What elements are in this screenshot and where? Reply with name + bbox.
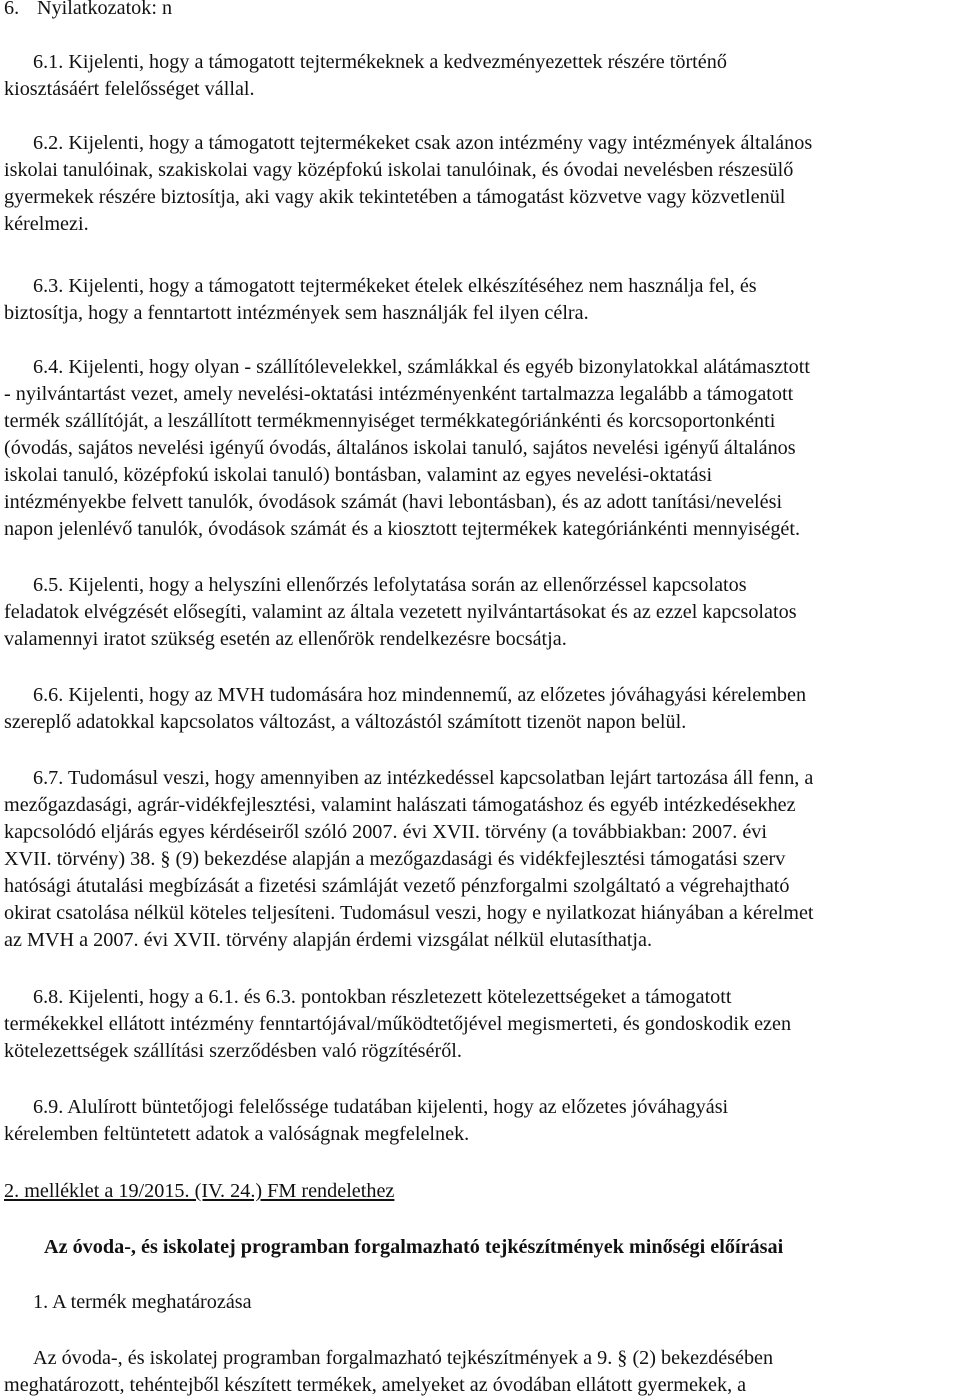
section1-heading: 1. A termék meghatározása [33,1291,252,1313]
annex-title: Az óvoda-, és iskolatej programban forgalmazható tejkészítmények minőségi előírásai [44,1236,784,1258]
p67-line-4: XVII. törvény) 38. § (9) bekezdése alapján a mezőgazdasági és vidékfejlesztési támogatási szerv [4,848,786,870]
p64-line-1: 6.4. Kijelenti, hogy olyan - szállítólevelekkel, számlákkal és egyéb bizonylatokkal alátámasztott [33,356,810,378]
p64-line-3: termék szállítóját, a leszállított termékmennyiséget termékkategóriánkénti és korcsoportonkénti [4,410,776,432]
p66-line-2: szereplő adatokkal kapcsolatos változást, a változástól számított tizenöt napon belül. [4,711,687,733]
p67-line-6: okirat csatolása nélkül köteles teljesíteni. Tudomásul veszi, hogy e nyilatkozat hiányában a kérelmet [4,902,814,924]
p63-line-1: 6.3. Kijelenti, hogy a támogatott tejtermékeket ételek elkészítéséhez nem használja fel, és [33,275,757,297]
p68-line-1: 6.8. Kijelenti, hogy a 6.1. és 6.3. pontokban részletezett kötelezettségeket a támogatott [33,986,732,1008]
section1-line-1: Az óvoda-, és iskolatej programban forgalmazható tejkészítmények a 9. § (2) bekezdésében [33,1347,774,1369]
p64-line-7: napon jelenlévő tanulók, óvodások számát és a kiosztott tejtermékek kategóriánkénti mennyiségét. [4,518,801,540]
p66-line-1: 6.6. Kijelenti, hogy az MVH tudomására hoz mindennemű, az előzetes jóváhagyási kérelemben [33,684,807,706]
p65-line-3: valamennyi iratot szükség esetén az ellenőrök rendelkezésre bocsátja. [4,628,567,650]
p67-line-7: az MVH a 2007. évi XVII. törvény alapján érdemi vizsgálat nélkül elutasíthatja. [4,929,653,951]
section-heading [4,0,173,20]
section-title: Nyilatkozatok: n [37,0,173,19]
p62-line-3: gyermekek részére biztosítja, aki vagy akik tekintetében a támogatást közvetve vagy közvetlenül [4,186,786,208]
p62-line-4: kérelmezi. [4,213,89,235]
p61-line-2: kiosztásáért felelősséget vállal. [4,78,255,100]
p64-line-4: (óvodás, sajátos nevelési igényű óvodás, általános iskolai tanuló, sajátos nevelési igényű általános [4,437,796,459]
p65-line-2: feladatok elvégzését elősegíti, valamint az általa vezetett nyilvántartásokat és az ezzel kapcsolatos [4,601,797,623]
p63-line-2: biztosítja, hogy a fenntartott intézmények sem használják fel ilyen célra. [4,302,589,324]
p68-line-2: termékekkel ellátott intézmény fenntartójával/működtetőjével megismerteti, és gondoskodik ezen [4,1013,792,1035]
p62-line-1: 6.2. Kijelenti, hogy a támogatott tejtermékeket csak azon intézmény vagy intézmények általános [33,132,813,154]
p64-line-5: iskolai tanuló, középfokú iskolai tanuló) bontásban, valamint az egyes nevelési-oktatási [4,464,713,486]
p64-line-2: - nyilvántartást vezet, amely nevelési-oktatási intézményenként tartalmazza legalább a támogatott [4,383,794,405]
p69-line-1: 6.9. Alulírott büntetőjogi felelőssége tudatában kijelenti, hogy az előzetes jóváhagyási [33,1096,729,1118]
p65-line-1: 6.5. Kijelenti, hogy a helyszíni ellenőrzés lefolytatása során az ellenőrzéssel kapcsolatos [33,574,747,596]
p68-line-3: kötelezettségek szállítási szerződésben való rögzítéséről. [4,1040,462,1062]
p67-line-5: hatósági átutalási megbízását a fizetési számláját vezető pénzforgalmi szolgáltató a végrehajtható [4,875,790,897]
p67-line-3: kapcsolódó eljárás egyes kérdéseiről szóló 2007. évi XVII. törvény (a továbbiakban: 2007. évi [4,821,767,843]
p67-line-1: 6.7. Tudomásul veszi, hogy amennyiben az intézkedéssel kapcsolatban lejárt tartozása áll fenn, a [33,767,814,789]
p64-line-6: intézményekbe felvett tanulók, óvodások számát (havi lebontásban), és az adott tanítási/nevelési [4,491,783,513]
annex-reference: 2. melléklet a 19/2015. (IV. 24.) FM rendelethez [4,1180,395,1202]
section1-line-2: meghatározott, tehéntejből készített termékek, amelyeket az óvodában ellátott gyermekek, a [4,1374,747,1396]
p69-line-2: kérelemben feltüntetett adatok a valóságnak megfelelnek. [4,1123,470,1145]
section-number: 6. [4,0,20,19]
p61-line-1: 6.1. Kijelenti, hogy a támogatott tejtermékeknek a kedvezményezettek részére történő [33,51,727,73]
p62-line-2: iskolai tanulóinak, szakiskolai vagy középfokú iskolai tanulóinak, és óvodai nevelésben részesülő [4,159,794,181]
p67-line-2: mezőgazdasági, agrár-vidékfejlesztési, valamint halászati támogatáshoz és egyéb intézkedésekhez [4,794,796,816]
